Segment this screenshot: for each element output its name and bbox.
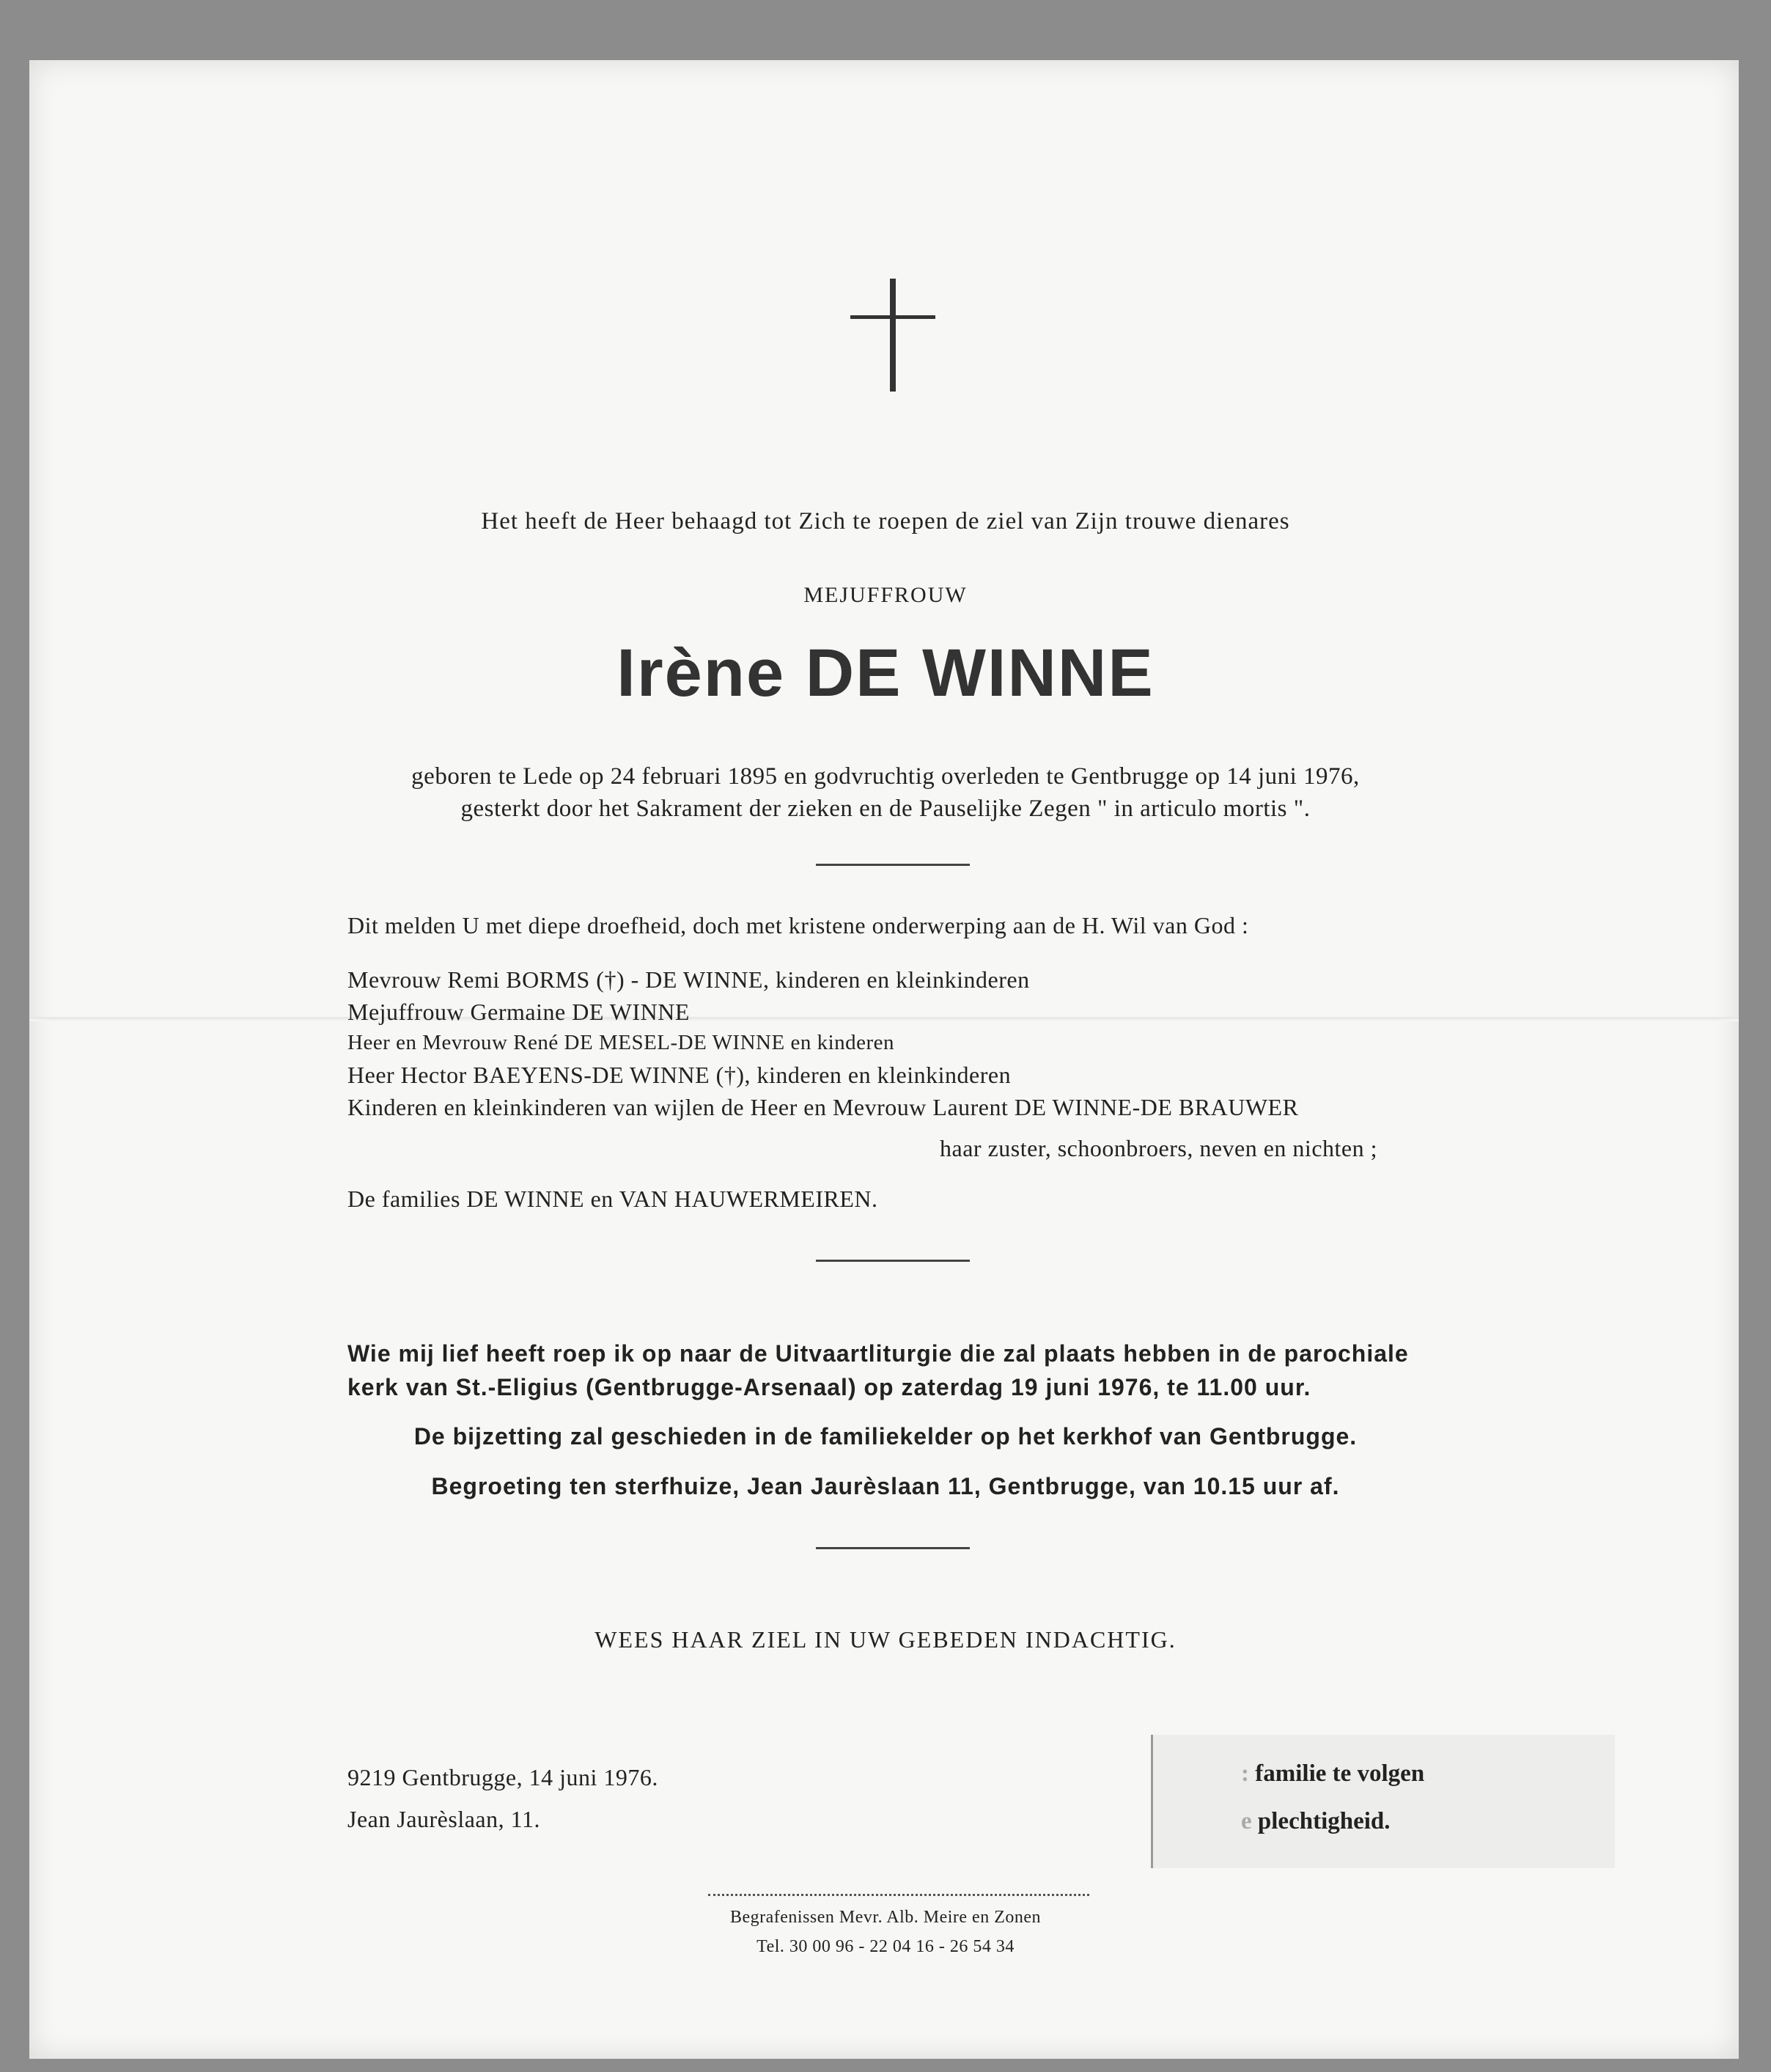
closing-text: WEES HAAR ZIEL IN UW GEBEDEN INDACHTIG. — [594, 1626, 1177, 1653]
dotted-divider — [708, 1894, 1089, 1896]
label-line-2: e plechtigheid. — [1241, 1808, 1391, 1834]
relative-line: Heer en Mevrouw René DE MESEL-DE WINNE en kinderen — [347, 1031, 895, 1054]
fold-line — [29, 1017, 1739, 1021]
divider — [816, 864, 970, 866]
deceased-name: Irène DE WINNE — [616, 636, 1155, 710]
divider — [816, 1547, 970, 1549]
families-text: De families DE WINNE en VAN HAUWERMEIREN. — [347, 1186, 878, 1212]
birth-line-1: geboren te Lede op 24 februari 1895 en godvruchtig overleden te Gentbrugge op 14 juni 1976, — [411, 763, 1360, 790]
burial-text: De bijzetting zal geschieden in de familiekelder op het kerkhof van Gentbrugge. — [413, 1423, 1358, 1450]
undertaker: Begrafenissen Mevr. Alb. Meire en Zonen — [729, 1908, 1042, 1927]
service-line-2: kerk van St.-Eligius (Gentbrugge-Arsenaal) op zaterdag 19 juni 1976, te 11.00 uur. — [347, 1374, 1311, 1400]
honorific: MEJUFFROUW — [803, 583, 968, 607]
announce-text: Dit melden U met diepe droefheid, doch met kristene onderwerping aan de H. Wil van God : — [347, 912, 1249, 938]
label-line-1: : familie te volgen — [1241, 1760, 1425, 1787]
address: Jean Jaurèslaan, 11. — [347, 1806, 540, 1832]
pasted-label — [1151, 1735, 1615, 1868]
relative-line: Kinderen en kleinkinderen van wijlen de Heer en Mevrouw Laurent DE WINNE-DE BRAUWER — [347, 1094, 1299, 1120]
birth-line-2: gesterkt door het Sakrament der zieken en de Pauselijke Zegen " in articulo mortis ". — [460, 796, 1311, 822]
relative-line: Mejuffrouw Germaine DE WINNE — [347, 999, 690, 1025]
relatives-suffix: haar zuster, schoonbroers, neven en nichten ; — [940, 1135, 1377, 1161]
relative-line: Mevrouw Remi BORMS (†) - DE WINNE, kinderen en kleinkinderen — [347, 966, 1030, 993]
intro-text: Het heeft de Heer behaagd tot Zich te roepen de ziel van Zijn trouwe dienares — [481, 508, 1290, 534]
relative-line: Heer Hector BAEYENS-DE WINNE (†), kinderen en kleinkinderen — [347, 1062, 1012, 1088]
divider — [816, 1260, 970, 1262]
visitation-text: Begroeting ten sterfhuize, Jean Jaurèslaan 11, Gentbrugge, van 10.15 uur af. — [431, 1473, 1340, 1499]
cross-icon — [850, 279, 935, 392]
undertaker-phones: Tel. 30 00 96 - 22 04 16 - 26 54 34 — [756, 1937, 1015, 1956]
service-line-1: Wie mij lief heeft roep ik op naar de Uitvaartliturgie die zal plaats hebben in de parochiale — [347, 1340, 1409, 1367]
place-date: 9219 Gentbrugge, 14 juni 1976. — [347, 1764, 658, 1790]
